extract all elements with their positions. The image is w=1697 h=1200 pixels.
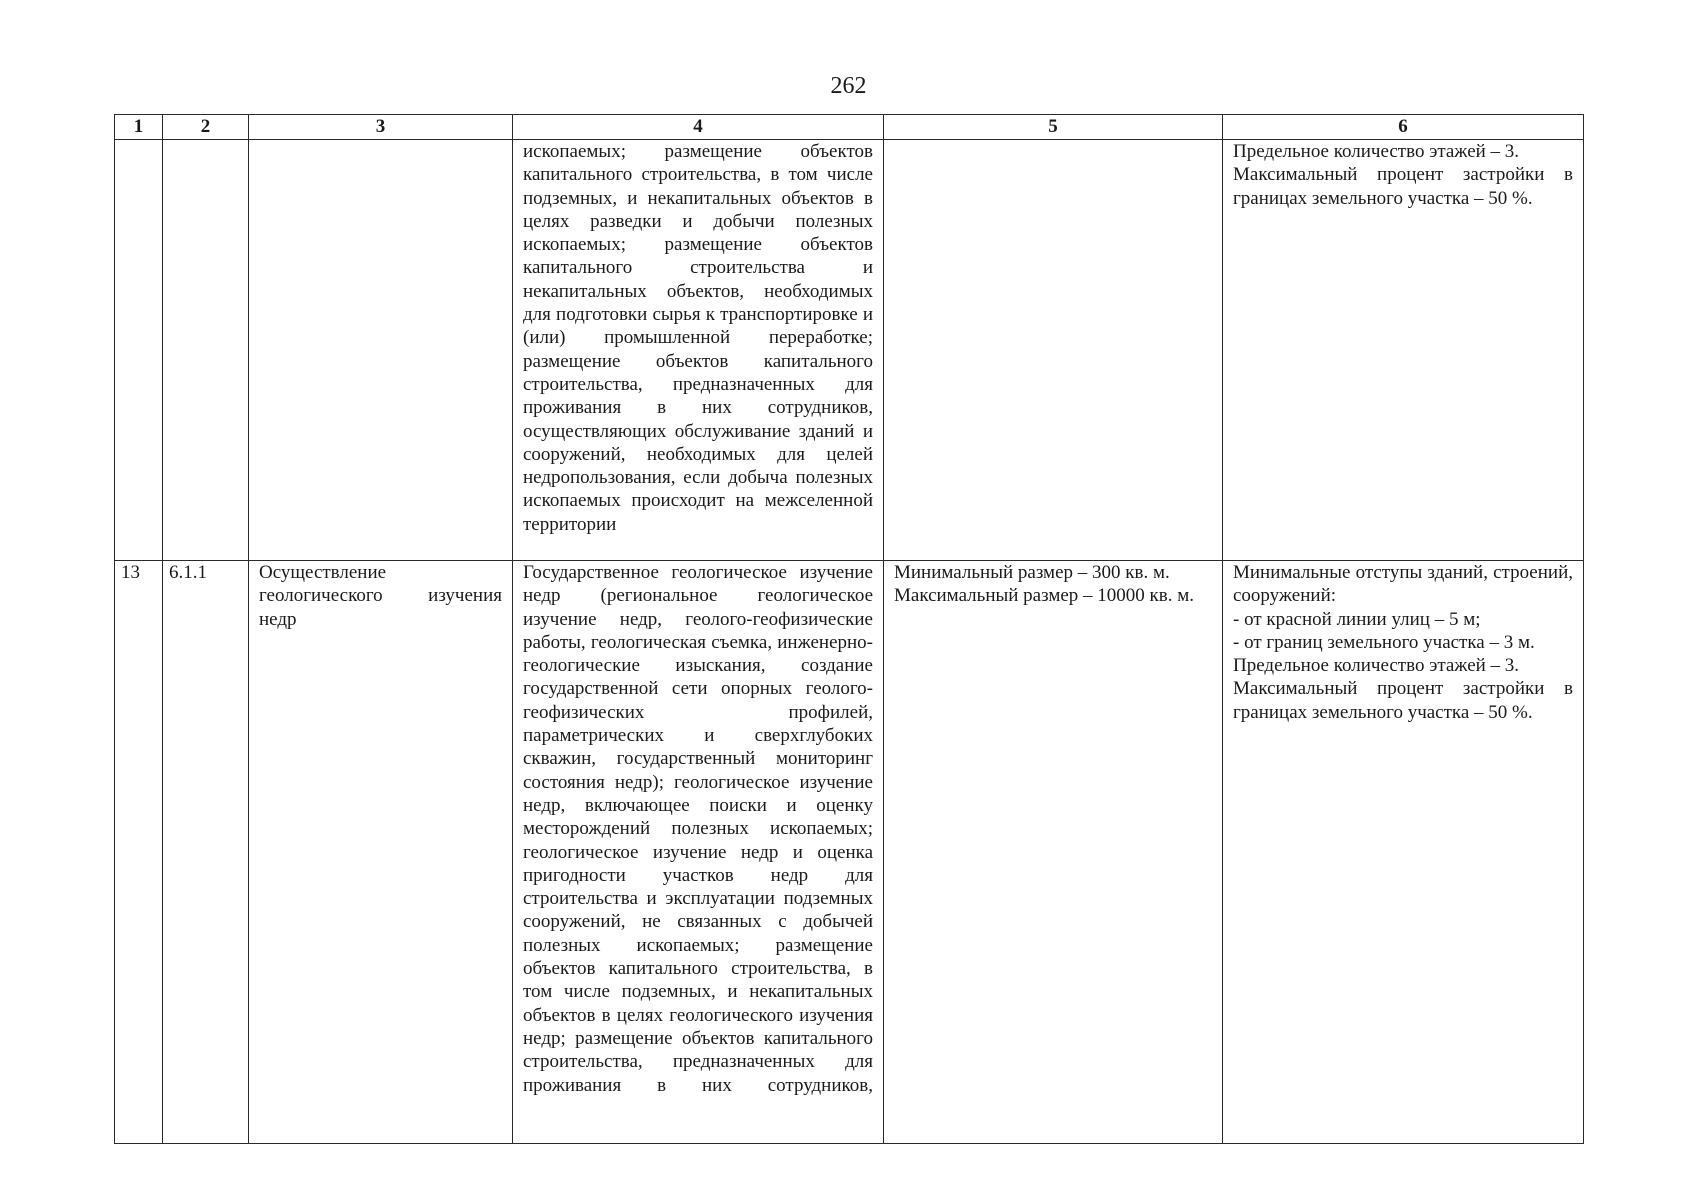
column-header-1: 1 [115, 115, 163, 140]
use-description-cell: ископаемых; размещение объектов капитального строительства, в том числе подземных, и некапитальных объектов в целях разведки и добычи полезных ископаемых; размещение объектов капитального строительства и некапитальных объектов, необходимых для подготовки сырья к транспортировке и (или) промышленной переработке; размещение объектов капитального строительства, предназначенных для проживания в них сотрудников, осуществляющих обслуживание зданий и сооружений, необходимых для целей недропользования, если добыча полезных ископаемых происходит на межселенной территории [513, 140, 884, 561]
row-number-cell: 13 [115, 561, 163, 1144]
page-number: 262 [830, 73, 867, 99]
table-header-row [115, 115, 1584, 140]
building-param-line: - от красной линии улиц – 5 м; [1233, 608, 1481, 630]
plot-size-line: Максимальный размер – 10000 кв. м. [894, 585, 1195, 607]
building-params-cell [1223, 561, 1584, 1144]
building-param-line: Минимальные отступы зданий, строений, сооружений: [1233, 562, 1573, 607]
plot-size-cell [884, 140, 1223, 561]
column-header-2: 2 [163, 115, 249, 140]
table-row [115, 140, 1584, 561]
building-params-cell [1223, 140, 1584, 561]
plot-size-line: Минимальный размер – 300 кв. м. [894, 562, 1170, 583]
use-description-cell: Государственное геологическое изучение недр (региональное геологическое изучение недр, геолого-геофизические работы, геологическая съемка, инженерно-геологические изыскания, создание государственной сети опорных геолого-геофизических профилей, параметрических и сверхглубоких скважин, государственный мониторинг состояния недр); геологическое изучение недр, включающее поиски и оценку месторождений полезных ископаемых; геологическое изучение недр и оценка пригодности участков недр для строительства и эксплуатации подземных сооружений, не связанных с добычей полезных ископаемых; размещение объектов капитального строительства, в том числе подземных, и некапитальных объектов в целях геологического изучения недр; размещение объектов капитального строительства, предназначенных для проживания в них сотрудников, [513, 561, 884, 1144]
column-header-4: 4 [513, 115, 884, 140]
column-header-6: 6 [1223, 115, 1584, 140]
use-name-cell: Осуществление геологического изучения недр [249, 561, 513, 1144]
building-param-line: Максимальный процент застройки в границах земельного участка – 50 %. [1233, 678, 1573, 723]
plot-size-cell [884, 561, 1223, 1144]
row-number-cell [115, 140, 163, 561]
use-name-cell [249, 140, 513, 561]
zoning-regulations-table [114, 114, 1584, 1144]
column-header-3: 3 [249, 115, 513, 140]
column-header-5: 5 [884, 115, 1223, 140]
building-param-line: Предельное количество этажей – 3. [1233, 655, 1520, 677]
table-row [115, 561, 1584, 1144]
building-param-line: Предельное количество этажей – 3. [1233, 141, 1520, 162]
building-param-line: - от границ земельного участка – 3 м. [1233, 631, 1535, 653]
building-param-line: Максимальный процент застройки в границах земельного участка – 50 %. [1233, 164, 1573, 209]
use-code-cell: 6.1.1 [163, 561, 249, 1144]
use-code-cell [163, 140, 249, 561]
